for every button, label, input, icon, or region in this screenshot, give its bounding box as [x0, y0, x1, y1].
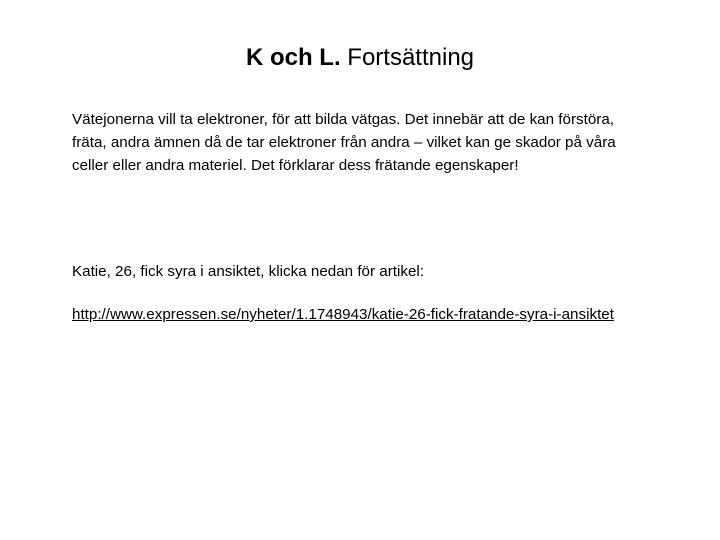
slide-title: [0, 41, 720, 75]
article-link[interactable]: http://www.expressen.se/nyheter/1.1748943/katie-26-fick-fratande-syra-i-ansiktet: [72, 306, 614, 323]
article-intro-paragraph: Katie, 26, fick syra i ansiktet, klicka nedan för artikel:: [72, 263, 424, 280]
intro-paragraph: Vätejonerna vill ta elektroner, för att bilda vätgas. Det innebär att de kan förstöra, fräta, andra ämnen då de tar elektroner från andra – vilket kan ge skador på våra celler eller andra materiel. Det förklarar dess frätande egenskaper!: [72, 111, 616, 174]
slide-title-rest: Fortsättning: [340, 44, 475, 71]
slide-title-bold: K och L.: [245, 44, 341, 71]
